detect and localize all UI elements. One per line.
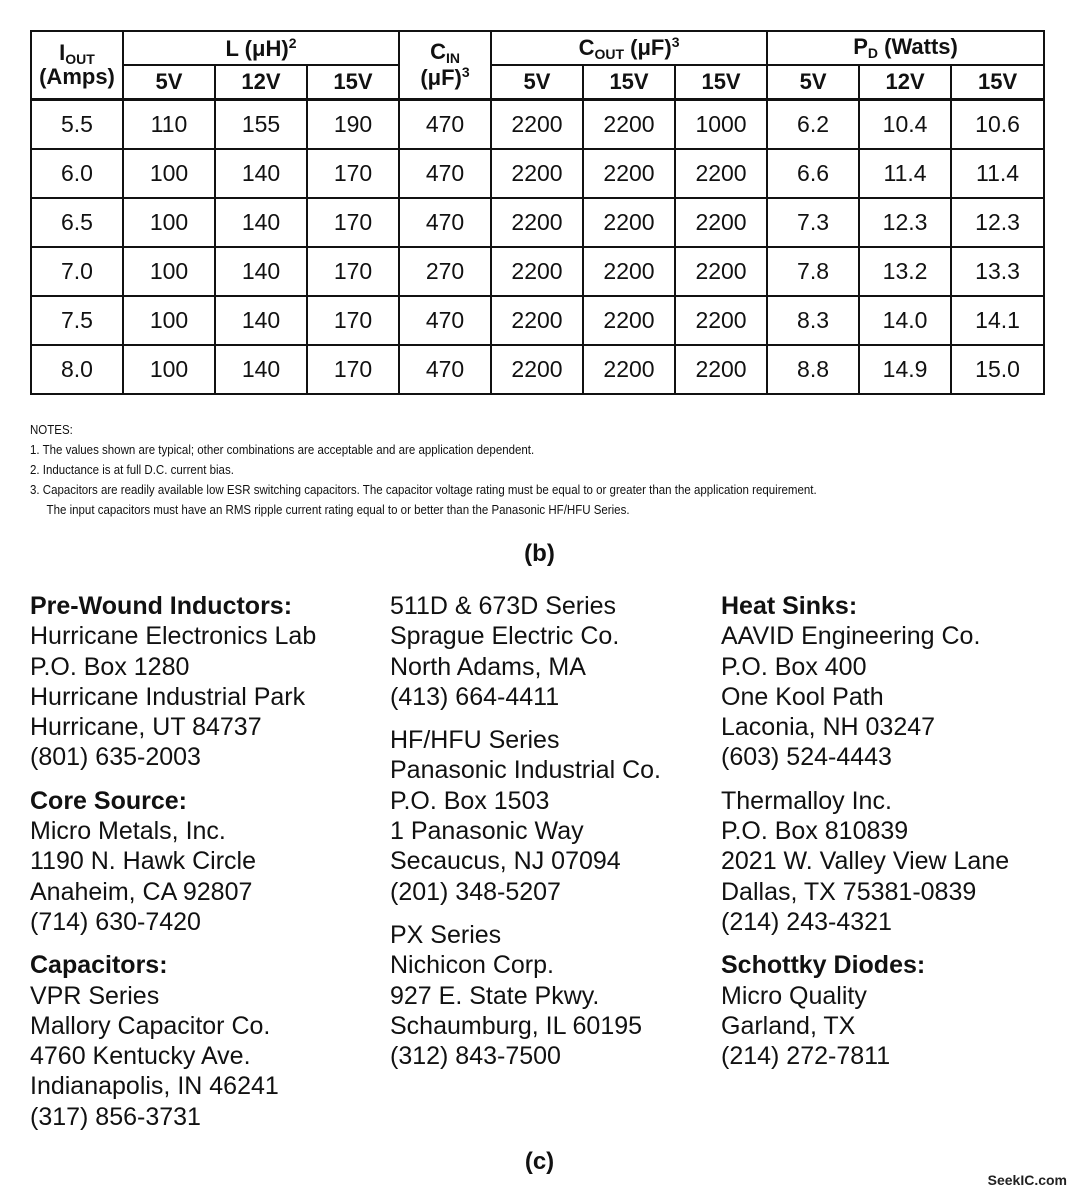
note-3-continued: The input capacitors must have an RMS ripple current rating equal to or better than the Panasonic HF/HFU Series.	[46, 503, 630, 517]
address-line: Micro Metals, Inc.	[30, 817, 226, 846]
address-line: Garland, TX	[721, 1011, 856, 1040]
suppliers-right-column	[721, 591, 1009, 1071]
address-line: 2021 W. Valley View Lane	[721, 847, 1010, 876]
table-cell: 2200	[583, 247, 675, 296]
address-line: P.O. Box 810839	[721, 817, 909, 846]
table-cell: 2200	[491, 296, 583, 345]
address-line: 1 Panasonic Way	[390, 817, 584, 846]
subheader-l-5v: 5V	[123, 65, 215, 100]
address-line: P.O. Box 1280	[30, 652, 190, 681]
address-line: P.O. Box 400	[721, 652, 867, 681]
table-cell: 6.6	[767, 149, 859, 198]
subheader-pd-5v: 5V	[767, 65, 859, 100]
table-cell: 155	[215, 100, 307, 150]
table-cell: 140	[215, 149, 307, 198]
suppliers-left-column	[30, 591, 316, 1132]
table-cell: 170	[307, 345, 399, 394]
address-line: Hurricane Industrial Park	[30, 682, 306, 711]
table-cell: 1000	[675, 100, 767, 150]
table-cell: 2200	[583, 198, 675, 247]
table-cell: 470	[399, 149, 491, 198]
header-pd: $P_D$ (Watts)	[767, 31, 1044, 65]
table-cell: 13.3	[951, 247, 1044, 296]
address-line: Secaucus, NJ 07094	[390, 847, 621, 876]
table-row	[31, 247, 1044, 296]
address-line: Panasonic Industrial Co.	[390, 756, 661, 785]
table-cell: 12.3	[859, 198, 951, 247]
phone-line: (413) 664-4411	[390, 682, 560, 711]
table-notes	[30, 420, 968, 520]
section-heading-inductors: Pre-Wound Inductors:	[30, 592, 293, 620]
subheader-pd-12v: 12V	[859, 65, 951, 100]
phone-line: (214) 272-7811	[721, 1042, 891, 1071]
table-cell: 10.4	[859, 100, 951, 150]
address-line: P.O. Box 1503	[390, 786, 550, 815]
component-values-table	[30, 30, 1045, 395]
watermark: SeekIC.com	[987, 1172, 1067, 1188]
table-cell: 15.0	[951, 345, 1044, 394]
table-cell: 6.5	[31, 198, 123, 247]
table-cell: 140	[215, 247, 307, 296]
note-3: 3. Capacitors are readily available low ESR switching capacitors. The capacitor voltage rating must be equal to or greater than the application requirement.	[30, 483, 817, 497]
table-cell: 6.0	[31, 149, 123, 198]
address-line: 927 E. State Pkwy.	[390, 981, 600, 1010]
header-cin: $C_{IN}$ $(\mu F)^3$	[399, 31, 491, 100]
subheader-cout-15v-a: 15V	[583, 65, 675, 100]
table-cell: 470	[399, 296, 491, 345]
table-row	[31, 345, 1044, 394]
address-line: PX Series	[390, 920, 502, 949]
table-cell: 13.2	[859, 247, 951, 296]
table-cell: 10.6	[951, 100, 1044, 150]
table-cell: 8.3	[767, 296, 859, 345]
subheader-cout-15v-b: 15V	[675, 65, 767, 100]
table-cell: 8.8	[767, 345, 859, 394]
address-line: 511D & 673D Series	[390, 592, 617, 620]
table-cell: 470	[399, 345, 491, 394]
table-cell: 100	[123, 345, 215, 394]
table-cell: 8.0	[31, 345, 123, 394]
address-line: Schaumburg, IL 60195	[390, 1011, 643, 1040]
note-1: 1. The values shown are typical; other combinations are acceptable and are application dependent.	[30, 443, 535, 457]
section-heading-capacitors: Capacitors:	[30, 951, 168, 980]
table-cell: 7.8	[767, 247, 859, 296]
phone-line: (312) 843-7500	[390, 1042, 561, 1071]
section-heading-schottky-diodes: Schottky Diodes:	[721, 951, 926, 980]
table-cell: 170	[307, 247, 399, 296]
address-line: Laconia, NH 03247	[721, 713, 936, 742]
table-cell: 2200	[491, 345, 583, 394]
phone-line: (214) 243-4321	[721, 907, 892, 936]
table-cell: 7.3	[767, 198, 859, 247]
section-heading-heat-sinks: Heat Sinks:	[721, 592, 858, 620]
table-cell: 170	[307, 296, 399, 345]
table-cell: 140	[215, 296, 307, 345]
address-line: AAVID Engineering Co.	[721, 622, 981, 651]
table-cell: 2200	[583, 100, 675, 150]
table-cell: 6.2	[767, 100, 859, 150]
notes-title: NOTES:	[30, 423, 73, 437]
address-line: Mallory Capacitor Co.	[30, 1011, 271, 1040]
caption-b: (b)	[524, 540, 555, 567]
table-cell: 14.0	[859, 296, 951, 345]
header-iout: $I_{OUT}$ (Amps)	[31, 31, 123, 100]
phone-line: (201) 348-5207	[390, 877, 561, 906]
header-inductance: L $(\mu H)^2$	[123, 31, 399, 65]
table-cell: 2200	[491, 198, 583, 247]
subheader-l-12v: 12V	[215, 65, 307, 100]
table-cell: 270	[399, 247, 491, 296]
address-line: HF/HFU Series	[390, 726, 560, 755]
table-row	[31, 296, 1044, 345]
subheader-cout-5v: 5V	[491, 65, 583, 100]
table-cell: 140	[215, 198, 307, 247]
address-line: Hurricane, UT 84737	[30, 713, 262, 742]
section-heading-core-source: Core Source:	[30, 786, 187, 815]
table-cell: 100	[123, 296, 215, 345]
table-cell: 110	[123, 100, 215, 150]
table-cell: 2200	[675, 198, 767, 247]
table-cell: 190	[307, 100, 399, 150]
note-2: 2. Inductance is at full D.C. current bias.	[30, 463, 234, 477]
table-cell: 11.4	[859, 149, 951, 198]
phone-line: (603) 524-4443	[721, 743, 892, 772]
address-line: Hurricane Electronics Lab	[30, 622, 317, 651]
phone-line: (317) 856-3731	[30, 1102, 201, 1131]
header-cout: $C_{OUT}$ $(\mu F)^3$	[491, 31, 767, 65]
table-cell: 2200	[675, 345, 767, 394]
table-cell: 170	[307, 149, 399, 198]
address-line: Thermalloy Inc.	[721, 786, 892, 815]
table-cell: 2200	[491, 149, 583, 198]
address-line: VPR Series	[30, 981, 160, 1010]
address-line: North Adams, MA	[390, 652, 586, 681]
address-line: Anaheim, CA 92807	[30, 877, 253, 906]
table-cell: 14.9	[859, 345, 951, 394]
table-cell: 7.0	[31, 247, 123, 296]
table-row	[31, 198, 1044, 247]
table-cell: 14.1	[951, 296, 1044, 345]
table-cell: 5.5	[31, 100, 123, 150]
table-cell: 140	[215, 345, 307, 394]
table-cell: 2200	[675, 149, 767, 198]
subheader-pd-15v: 15V	[951, 65, 1044, 100]
table-cell: 2200	[491, 100, 583, 150]
table-cell: 2200	[675, 247, 767, 296]
table-row	[31, 100, 1044, 150]
phone-line: (801) 635-2003	[30, 743, 201, 772]
address-line: Indianapolis, IN 46241	[30, 1072, 279, 1101]
table-cell: 100	[123, 198, 215, 247]
suppliers-middle-column	[390, 591, 661, 1071]
table-cell: 2200	[583, 345, 675, 394]
address-line: Sprague Electric Co.	[390, 622, 620, 651]
table-cell: 100	[123, 149, 215, 198]
address-line: 4760 Kentucky Ave.	[30, 1042, 251, 1071]
address-line: 1190 N. Hawk Circle	[30, 847, 257, 876]
table-cell: 470	[399, 198, 491, 247]
phone-line: (714) 630-7420	[30, 907, 201, 936]
table-cell: 2200	[675, 296, 767, 345]
table-cell: 12.3	[951, 198, 1044, 247]
table-cell: 2200	[583, 296, 675, 345]
table-cell: 11.4	[951, 149, 1044, 198]
table-cell: 100	[123, 247, 215, 296]
address-line: One Kool Path	[721, 682, 884, 711]
table-cell: 2200	[583, 149, 675, 198]
table-cell: 7.5	[31, 296, 123, 345]
caption-c: (c)	[524, 1148, 555, 1175]
table-cell: 170	[307, 198, 399, 247]
address-line: Dallas, TX 75381-0839	[721, 877, 977, 906]
address-line: Nichicon Corp.	[390, 951, 554, 980]
table-cell: 2200	[491, 247, 583, 296]
table-cell: 470	[399, 100, 491, 150]
subheader-l-15v: 15V	[307, 65, 399, 100]
address-line: Micro Quality	[721, 981, 867, 1010]
table-row	[31, 149, 1044, 198]
